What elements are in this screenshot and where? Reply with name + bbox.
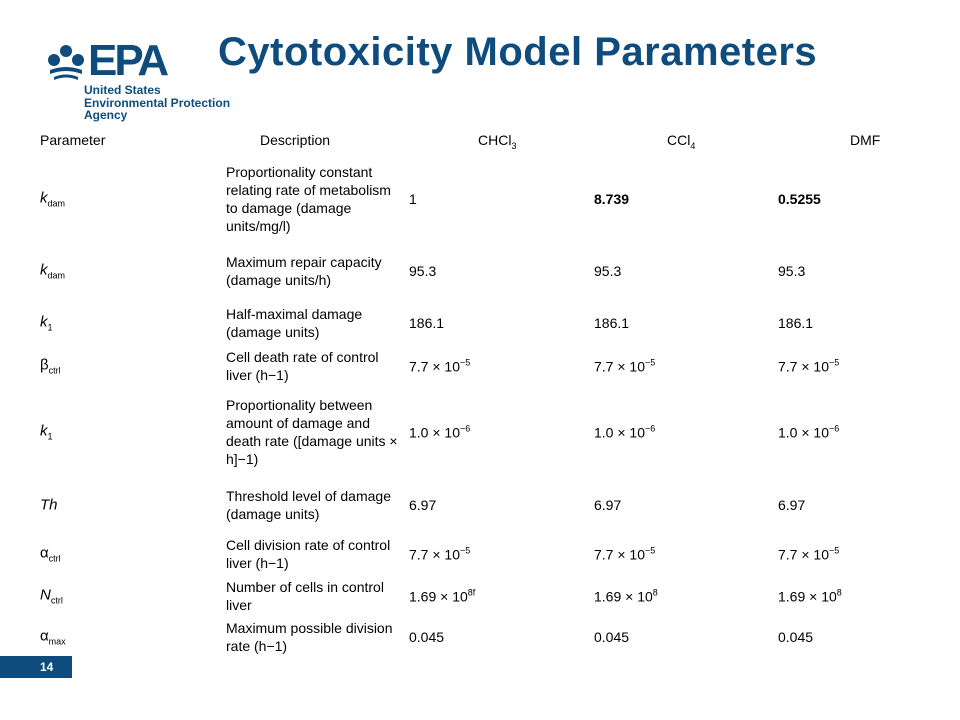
header-description: Description: [260, 132, 331, 148]
param-main: α: [40, 627, 49, 645]
value-exponent: −5: [460, 545, 471, 556]
value-cell: [594, 315, 629, 331]
value-cell: [409, 358, 470, 375]
value-cell: [778, 588, 842, 605]
header-chcl3-base: CHCl: [478, 132, 512, 148]
value-cell: [409, 546, 470, 563]
value-exponent: 8f: [467, 587, 476, 598]
param-symbol: [40, 545, 61, 564]
param-main: N: [40, 586, 51, 604]
param-description: Number of cells in control liver: [226, 579, 384, 613]
param-sub: dam: [47, 270, 66, 281]
table-row: [0, 158, 960, 240]
value-exponent: 8: [652, 587, 658, 598]
value-exponent: 8: [836, 587, 842, 598]
value-text: 186.1: [778, 315, 814, 331]
value-text: 95.3: [778, 263, 806, 279]
value-cell: [778, 315, 813, 331]
param-description: Proportionality between amount of damage and death rate ([damage units × h]−1): [226, 397, 398, 467]
value-cell: [409, 424, 470, 441]
table-row: [0, 532, 960, 576]
param-symbol: [40, 628, 66, 647]
header-ccl4-sub: 4: [690, 140, 696, 151]
epa-flower-icon: [46, 44, 86, 82]
value-cell: [409, 629, 444, 645]
value-text: 6.97: [594, 497, 622, 513]
param-sub: dam: [47, 198, 66, 209]
param-main: k: [40, 261, 48, 279]
value-text: 1.69 × 10: [778, 588, 837, 605]
header-ccl4-base: CCl: [667, 132, 691, 148]
param-description: Maximum possible division rate (h−1): [226, 620, 393, 654]
agency-line: United States: [84, 83, 161, 97]
value-cell: [409, 315, 444, 331]
param-sub: 1: [47, 431, 53, 442]
value-text: 1.0 × 10: [594, 424, 645, 441]
value-cell: [594, 546, 655, 563]
value-text: 186.1: [409, 315, 445, 331]
param-description: Proportionality constant relating rate of metabolism to damage (damage units/mg/l): [226, 164, 391, 234]
value-cell: [409, 263, 436, 279]
param-symbol: [40, 587, 63, 606]
value-exponent: −5: [829, 545, 840, 556]
value-text: 1.69 × 10: [594, 588, 653, 605]
value-cell: [594, 629, 629, 645]
value-text: 0.5255: [778, 191, 821, 207]
param-main: Th: [40, 496, 58, 514]
value-cell: [409, 191, 417, 207]
value-cell: [594, 588, 658, 605]
param-sub: 1: [47, 322, 53, 333]
value-text: 6.97: [409, 497, 437, 513]
value-cell: [778, 424, 839, 441]
table-row: [0, 392, 960, 472]
param-main: k: [40, 313, 48, 331]
table-header: [0, 128, 960, 154]
value-exponent: −6: [460, 423, 471, 434]
slide-title: Cytotoxicity Model Parameters: [218, 30, 818, 74]
param-symbol: [40, 497, 58, 514]
param-main: k: [40, 422, 48, 440]
table-row: [0, 616, 960, 658]
value-cell: [409, 588, 475, 605]
value-text: 7.7 × 10: [409, 546, 460, 563]
value-cell: [594, 497, 621, 513]
value-exponent: −5: [829, 357, 840, 368]
param-sub: ctrl: [50, 595, 63, 606]
header-parameter: Parameter: [40, 132, 106, 148]
value-cell: [409, 497, 436, 513]
param-description: Threshold level of damage (damage units): [226, 488, 391, 522]
value-cell: [778, 358, 839, 375]
value-exponent: −6: [829, 423, 840, 434]
agency-line: Agency: [84, 108, 128, 122]
param-main: k: [40, 189, 48, 207]
epa-logo: [46, 36, 246, 124]
value-text: 95.3: [594, 263, 622, 279]
param-description: Cell division rate of control liver (h−1): [226, 537, 391, 571]
param-sub: ctrl: [48, 553, 61, 564]
epa-wordmark: EPA: [88, 36, 167, 85]
param-main: β: [40, 356, 49, 374]
table-row: [0, 300, 960, 346]
value-text: 1.69 × 10: [409, 588, 468, 605]
param-description: Half-maximal damage (damage units): [226, 306, 363, 340]
table-row: [0, 344, 960, 388]
value-text: 1.0 × 10: [778, 424, 829, 441]
param-symbol: [40, 423, 53, 442]
value-cell: [594, 263, 621, 279]
table-row: [0, 482, 960, 528]
agency-name: [84, 84, 230, 122]
page-number: 14: [40, 660, 54, 674]
value-exponent: −5: [645, 357, 656, 368]
param-sub: ctrl: [48, 365, 61, 376]
value-text: 0.045: [778, 629, 814, 645]
value-exponent: −6: [645, 423, 656, 434]
value-cell: [594, 191, 629, 207]
value-text: 186.1: [594, 315, 630, 331]
value-text: 7.7 × 10: [594, 546, 645, 563]
header-chcl3-sub: 3: [511, 140, 517, 151]
param-symbol: [40, 190, 65, 209]
value-cell: [778, 629, 813, 645]
value-cell: [594, 358, 655, 375]
value-text: 1: [409, 191, 417, 207]
table-row: [0, 248, 960, 294]
value-text: 7.7 × 10: [594, 358, 645, 375]
header-dmf: DMF: [850, 132, 881, 148]
table-row: [0, 576, 960, 616]
value-text: 7.7 × 10: [778, 546, 829, 563]
value-text: 8.739: [594, 191, 630, 207]
value-cell: [778, 263, 805, 279]
param-sub: max: [48, 636, 66, 647]
param-description: Maximum repair capacity (damage units/h): [226, 254, 382, 288]
header-chcl3: [478, 132, 516, 151]
value-cell: [778, 191, 821, 207]
param-symbol: [40, 357, 61, 376]
value-cell: [594, 424, 655, 441]
value-text: 0.045: [409, 629, 445, 645]
param-main: α: [40, 544, 49, 562]
value-text: 1.0 × 10: [409, 424, 460, 441]
value-exponent: −5: [460, 357, 471, 368]
param-description: Cell death rate of control liver (h−1): [226, 349, 379, 383]
agency-line: Environmental Protection: [84, 95, 231, 110]
header-ccl4: [667, 132, 695, 151]
value-text: 95.3: [409, 263, 437, 279]
value-text: 7.7 × 10: [778, 358, 829, 375]
value-text: 6.97: [778, 497, 806, 513]
param-symbol: [40, 262, 65, 281]
value-cell: [778, 546, 839, 563]
param-symbol: [40, 314, 53, 333]
value-text: 0.045: [594, 629, 630, 645]
page-number-badge: [0, 656, 72, 678]
value-cell: [778, 497, 805, 513]
value-text: 7.7 × 10: [409, 358, 460, 375]
value-exponent: −5: [645, 545, 656, 556]
